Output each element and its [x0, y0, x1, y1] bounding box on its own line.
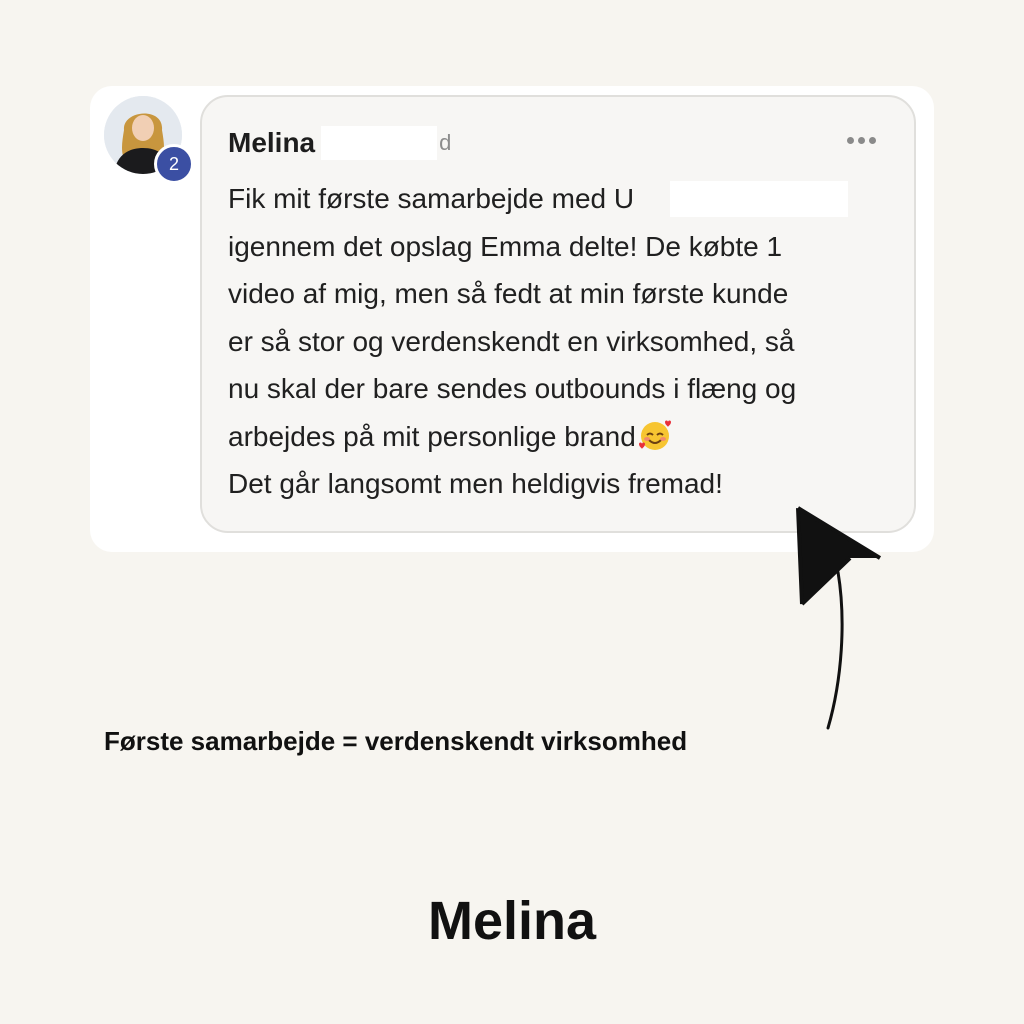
comment-line: nu skal der bare sendes outbounds i flæng og — [228, 373, 797, 404]
comment-bubble — [200, 95, 916, 533]
comment-line: Det går langsomt men heldigvis fremad! — [228, 468, 723, 499]
timestamp: d — [439, 130, 452, 155]
notification-badge: 2 — [154, 144, 194, 184]
author-avatar-group[interactable] — [104, 96, 182, 174]
dot — [869, 137, 876, 144]
footer-name: Melina — [427, 891, 597, 951]
dot — [847, 137, 854, 144]
more-options-icon[interactable] — [847, 137, 876, 144]
redacted-surname — [321, 126, 437, 160]
comment-line: er så stor og verdenskendt en virksomhed, så — [228, 325, 795, 357]
comment-line: video af mig, men så fedt at min første kunde — [228, 278, 789, 309]
comment-line: Fik mit første samarbejde med U — [228, 183, 635, 214]
dot — [858, 137, 865, 144]
redacted-company-name — [670, 181, 848, 217]
author-name[interactable]: Melina — [228, 127, 316, 158]
annotation-caption: Første samarbejde = verdenskendt virksomhed — [104, 726, 688, 756]
comment-line-with-emoji — [228, 413, 888, 461]
hand-drawn-arrow-icon — [790, 500, 890, 740]
smiling-face-with-hearts-icon — [638, 418, 672, 452]
author-row — [228, 125, 451, 161]
comment-line: arbejdes på mit personlige brand — [228, 420, 636, 452]
comment-text — [228, 175, 888, 508]
comment-line: igennem det opslag Emma delte! De købte 1 — [228, 230, 783, 262]
